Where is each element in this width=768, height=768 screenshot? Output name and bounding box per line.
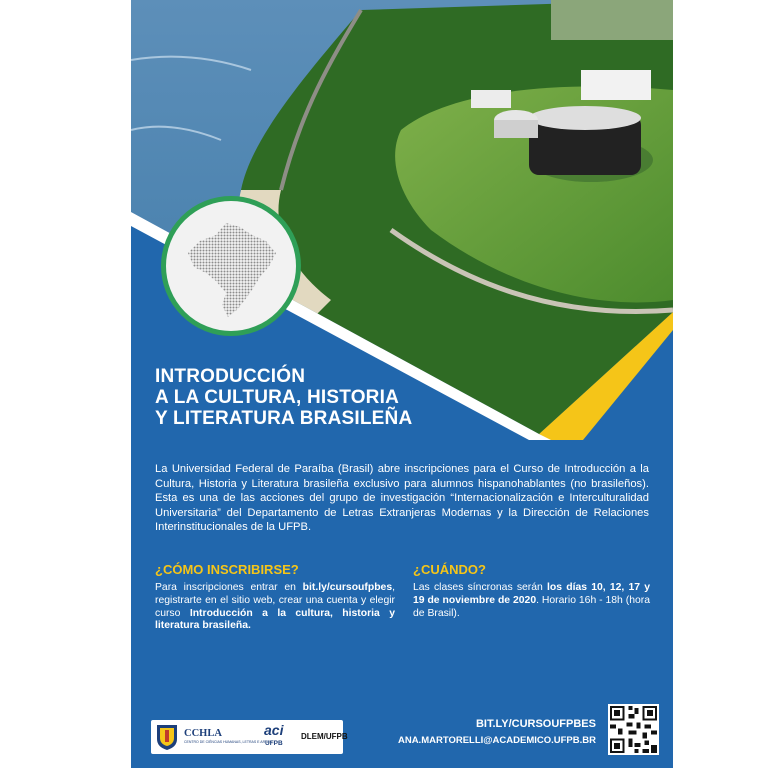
title-line-2: A LA CULTURA, HISTORIA [155, 387, 399, 408]
footer-email[interactable]: ANA.MARTORELLI@ACADEMICO.UFPB.BR [397, 735, 596, 746]
dlem-logo: DLEM/UFPB [301, 732, 348, 741]
cchla-logo: CCHLA [184, 728, 222, 739]
como-title: ¿CÓMO INSCRIBIRSE? [155, 562, 299, 577]
brazil-map-icon [166, 201, 296, 331]
qr-code-icon[interactable] [608, 704, 659, 755]
cchla-logo-subtitle: CENTRO DE CIÊNCIAS HUMANAS, LETRAS E ARTES [184, 740, 272, 744]
cuando-text-1: Las clases síncronas serán [413, 582, 543, 593]
cuando-text [413, 582, 650, 620]
como-text [155, 582, 395, 633]
footer-link[interactable]: BIT.LY/CURSOUFPBES [475, 718, 596, 730]
intro-paragraph: La Universidad Federal de Paraíba (Brasil) abre inscripciones para el Curso de Introducción a la Cultura, Historia y Literatura brasileña exclusivo para alumnos hispanohablantes (no brasileños). Esta es una de las acciones del grupo de investigación “Internacionalización e Interculturalidad Universitaria” del Departamento de Letras Extranjeras Modernas y la Dirección de Relaciones Interinstitucionales de la UFPB. [155, 463, 649, 534]
ufpb-crest-icon [155, 723, 179, 751]
como-text-2: , registrarte en el sitio web, crear una cuenta y elegir curso [155, 582, 396, 619]
title-line-1: INTRODUCCIÓN [155, 366, 306, 387]
poster-title [155, 366, 555, 429]
brazil-map-circle [161, 196, 301, 336]
poster [131, 0, 673, 768]
partner-logos [151, 720, 348, 754]
cuando-title: ¿CUÁNDO? [413, 562, 486, 577]
aci-logo-subtitle: UFPB [265, 740, 283, 747]
class-dates: los días 10, 12, 17 y 19 de noviembre de 2020 [413, 582, 651, 606]
title-line-3: Y LITERATURA BRASILEÑA [155, 408, 413, 429]
como-text-1: Para inscripciones entrar en [155, 582, 296, 593]
course-name: Introducción a la cultura, historia y literatura brasileña. [155, 607, 395, 632]
registration-link[interactable]: bit.ly/cursoufpbes [302, 582, 393, 593]
cuando-text-2: . Horario 16h - 18h (hora de Brasil). [413, 594, 650, 619]
aci-logo: aci [264, 722, 284, 738]
